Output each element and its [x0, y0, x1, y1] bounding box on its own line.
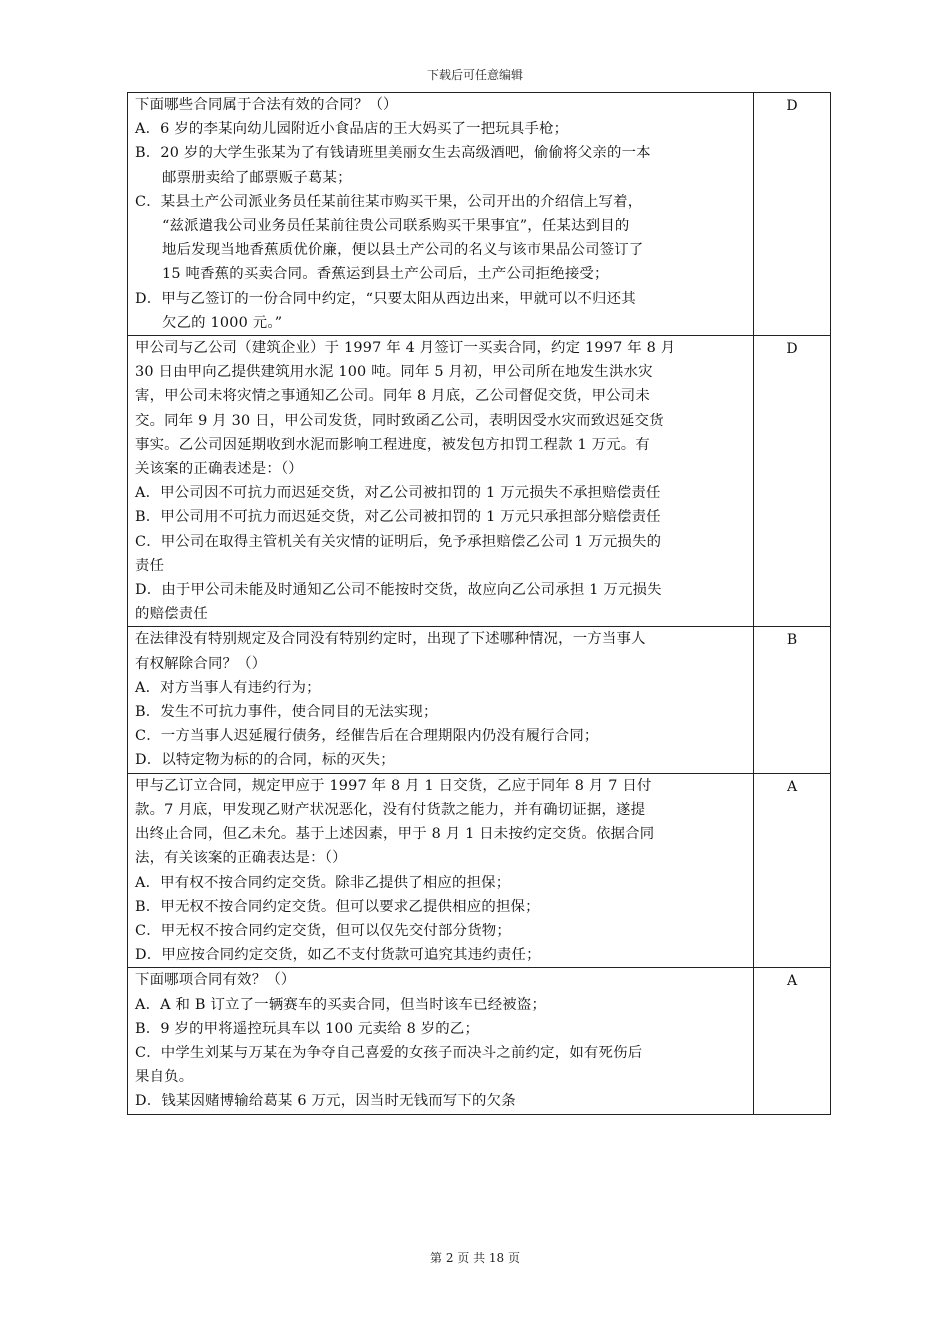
option-line: “兹派遣我公司业务员任某前往贵公司联系购买干果事宜”，任某达到目的	[162, 218, 630, 235]
option-line: D．甲应按合同约定交货，如乙不支付货款可追究其违约责任；	[135, 947, 541, 964]
answer-cell: D	[754, 336, 831, 627]
question-line: 出终止合同，但乙未允。基于上述因素，甲于 8 月 1 日未按约定交货。依据合同	[135, 826, 655, 843]
question-text	[128, 627, 754, 773]
option-line: B．9 岁的甲将遥控玩具车以 100 元卖给 8 岁的乙；	[135, 1020, 480, 1037]
question-line: 下面哪些合同属于合法有效的合同？（）	[135, 97, 398, 113]
option-line: C．甲无权不按合同约定交货，但可以仅先交付部分货物；	[135, 922, 511, 939]
question-row	[128, 627, 831, 773]
option-line: C．某县土产公司派业务员任某前往某市购买干果，公司开出的介绍信上写着，	[135, 193, 643, 210]
question-line: 在法律没有特别规定及合同没有特别约定时，出现了下述哪种情况，一方当事人	[135, 631, 646, 648]
option-line: C．中学生刘某与万某在为争夺自己喜爱的女孩子而决斗之前约定，如有死伤后	[135, 1044, 643, 1061]
option-line: D．甲与乙签订的一份合同中约定，“只要太阳从西边出来，甲就可以不归还其	[135, 290, 636, 307]
question-text	[128, 93, 754, 336]
answer-cell: A	[754, 773, 831, 968]
option-line: 邮票册卖给了邮票贩子葛某；	[162, 169, 352, 186]
question-row	[128, 93, 831, 336]
question-text	[128, 968, 754, 1114]
option-line: 果自负。	[135, 1069, 194, 1086]
question-row	[128, 336, 831, 627]
question-row	[128, 773, 831, 968]
option-line: C．甲公司在取得主管机关有关灾情的证明后，免予承担赔偿乙公司 1 万元损失的	[135, 533, 662, 550]
question-line: 事实。乙公司因延期收到水泥而影响工程进度，被发包方扣罚工程款 1 万元。有	[135, 436, 650, 453]
option-line: C．一方当事人迟延履行债务，经催告后在合理期限内仍没有履行合同；	[135, 728, 599, 745]
option-line: 15 吨香蕉的买卖合同。香蕉运到县土产公司后，土产公司拒绝接受；	[162, 266, 609, 283]
option-line: B．甲公司用不可抗力而迟延交货，对乙公司被扣罚的 1 万元只承担部分赔偿责任	[135, 509, 661, 526]
option-line: A．A 和 B 订立了一辆赛车的买卖合同，但当时该车已经被盗；	[135, 996, 547, 1013]
question-line: 甲公司与乙公司（建筑企业）于 1997 年 4 月签订一买卖合同，约定 1997 年 8 月	[135, 340, 676, 357]
question-line: 交。同年 9 月 30 日，甲公司发货，同时致函乙公司，表明因受水灾而致迟延交货	[135, 412, 664, 429]
question-row	[128, 968, 831, 1114]
answer-cell: A	[754, 968, 831, 1114]
question-line: 甲与乙订立合同，规定甲应于 1997 年 8 月 1 日交货，乙应于同年 8 月 7 日付	[135, 777, 652, 794]
question-line: 法，有关该案的正确表达是：（）	[135, 850, 347, 867]
option-line: A．甲公司因不可抗力而迟延交货，对乙公司被扣罚的 1 万元损失不承担赔偿责任	[135, 485, 661, 502]
option-line: A．对方当事人有违约行为；	[135, 679, 321, 696]
option-line: D．钱某因赌博输给葛某 6 万元，因当时无钱而写下的欠条	[135, 1093, 516, 1110]
question-line: 30 日由甲向乙提供建筑用水泥 100 吨。同年 5 月初，甲公司所在地发生洪水灾	[135, 364, 653, 381]
question-text	[128, 773, 754, 968]
question-text	[128, 336, 754, 627]
answer-cell: B	[754, 627, 831, 773]
option-line: B．甲无权不按合同约定交货。但可以要求乙提供相应的担保；	[135, 898, 540, 915]
question-line: 有权解除合同？（）	[135, 655, 267, 672]
question-line: 害，甲公司未将灾情之事通知乙公司。同年 8 月底，乙公司督促交货，甲公司未	[135, 388, 650, 405]
option-line: 欠乙的 1000 元。”	[162, 314, 283, 331]
question-table	[127, 92, 831, 1115]
option-line: 地后发现当地香蕉质优价廉，便以县土产公司的名义与该市果品公司签订了	[162, 242, 644, 259]
option-line: 责任	[135, 557, 165, 574]
page-header: 下载后可任意编辑	[426, 68, 523, 82]
question-line: 关该案的正确表述是：（）	[135, 461, 303, 478]
option-line: 的赔偿责任	[135, 606, 208, 623]
question-line: 款。7 月底，甲发现乙财产状况恶化，没有付货款之能力，并有确切证据，遂提	[135, 801, 646, 818]
option-line: D．由于甲公司未能及时通知乙公司不能按时交货，故应向乙公司承担 1 万元损失	[135, 582, 662, 599]
option-line: B．20 岁的大学生张某为了有钱请班里美丽女生去高级酒吧，偷偷将父亲的一本	[135, 145, 651, 162]
question-line: 下面哪项合同有效？（）	[135, 972, 296, 989]
option-line: B．发生不可抗力事件，使合同目的无法实现；	[135, 704, 438, 721]
answer-cell: D	[754, 93, 831, 336]
option-line: A．6 岁的李某向幼儿园附近小食品店的王大妈买了一把玩具手枪；	[135, 121, 569, 138]
option-line: A．甲有权不按合同约定交货。除非乙提供了相应的担保；	[135, 874, 511, 891]
option-line: D．以特定物为标的的合同，标的灭失；	[135, 752, 395, 769]
page-footer: 第 2 页 共 18 页	[430, 1251, 520, 1265]
